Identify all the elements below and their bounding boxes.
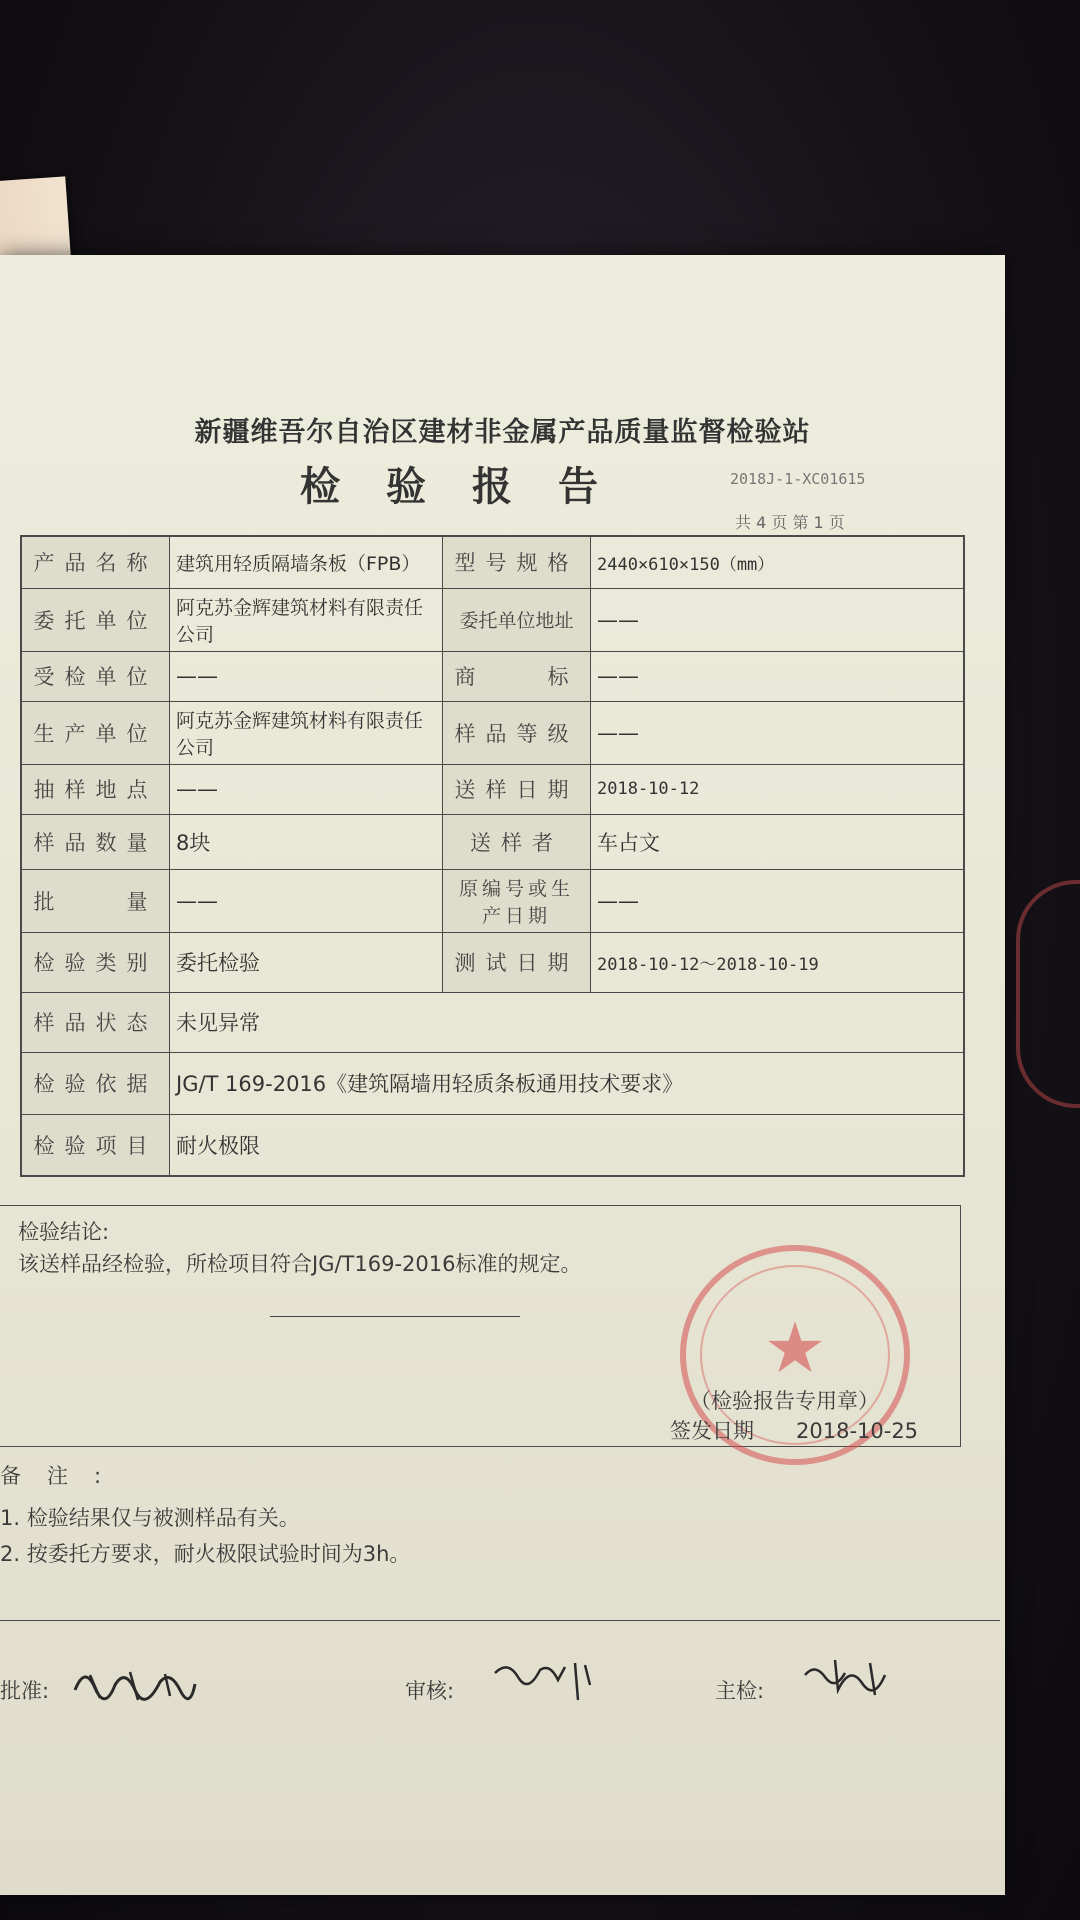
grade-label: 样品等级 <box>443 701 591 764</box>
item-value: 耐火极限 <box>170 1114 965 1176</box>
inspection-type-value: 委托检验 <box>170 932 443 992</box>
report-sheet <box>0 255 1005 1895</box>
inspected-unit-label: 受检单位 <box>21 651 170 701</box>
inspector-signature <box>800 1655 900 1700</box>
institution-name: 新疆维吾尔自治区建材非金属产品质量监督检验站 <box>194 417 811 448</box>
orig-no-value: —— <box>591 869 965 932</box>
inspected-unit-value: —— <box>170 651 443 701</box>
sample-state-value: 未见异常 <box>170 992 965 1052</box>
stamp-label: （检验报告专用章） <box>690 1389 879 1413</box>
info-table <box>20 535 965 1177</box>
inspection-type-label: 检验类别 <box>21 932 170 992</box>
sender-value: 车占文 <box>591 814 965 869</box>
send-date-value: 2018-10-12 <box>591 764 965 814</box>
trademark-label: 商 标 <box>443 651 591 701</box>
review-signature <box>490 1655 600 1705</box>
item-label: 检验项目 <box>21 1114 170 1176</box>
star-icon: ★ <box>763 1307 827 1389</box>
model-label: 型号规格 <box>443 536 591 588</box>
sender-label: 送样者 <box>443 814 591 869</box>
orig-no-label: 原编号或生产日期 <box>443 869 591 932</box>
producer-value: 阿克苏金辉建筑材料有限责任公司 <box>170 701 443 764</box>
remark-item-2: 2. 按委托方要求，耐火极限试验时间为3h。 <box>0 1542 411 1566</box>
batch-label: 批 量 <box>21 869 170 932</box>
report-title: 检验报告 <box>300 464 644 510</box>
sampling-place-value: —— <box>170 764 443 814</box>
product-name-label: 产品名称 <box>21 536 170 588</box>
review-label: 审核: <box>405 1679 455 1703</box>
client-value: 阿克苏金辉建筑材料有限责任公司 <box>170 588 443 651</box>
conclusion-label: 检验结论: <box>18 1220 110 1244</box>
remark-item-1: 1. 检验结果仅与被测样品有关。 <box>0 1506 300 1530</box>
page-count: 共 4 页 第 1 页 <box>735 513 845 532</box>
issue-date: 签发日期 2018-10-25 <box>670 1419 919 1443</box>
remarks-title: 备注: <box>0 1464 128 1488</box>
inspector-label: 主检: <box>715 1679 765 1703</box>
approve-label: 批准: <box>0 1679 50 1703</box>
model-value: 2440×610×150（mm） <box>591 536 965 588</box>
product-name-value: 建筑用轻质隔墙条板（FPB） <box>170 536 443 588</box>
conclusion-text: 该送样品经检验，所检项目符合JG/T169-2016标准的规定。 <box>18 1252 582 1276</box>
quantity-value: 8块 <box>170 814 443 869</box>
remarks-box <box>0 1450 1000 1621</box>
report-number: 2018J-1-XC01615 <box>730 470 866 488</box>
batch-value: —— <box>170 869 443 932</box>
quantity-label: 样品数量 <box>21 814 170 869</box>
client-addr-value: —— <box>591 588 965 651</box>
sampling-place-label: 抽样地点 <box>21 764 170 814</box>
sample-state-label: 样品状态 <box>21 992 170 1052</box>
basis-label: 检验依据 <box>21 1052 170 1114</box>
test-date-value: 2018-10-12～2018-10-19 <box>591 932 965 992</box>
signature-line <box>270 1316 520 1317</box>
test-date-label: 测试日期 <box>443 932 591 992</box>
approve-signature <box>70 1660 200 1705</box>
client-label: 委托单位 <box>21 588 170 651</box>
send-date-label: 送样日期 <box>443 764 591 814</box>
partial-seal <box>1016 880 1080 1108</box>
producer-label: 生产单位 <box>21 701 170 764</box>
basis-value: JG/T 169-2016《建筑隔墙用轻质条板通用技术要求》 <box>170 1052 965 1114</box>
trademark-value: —— <box>591 651 965 701</box>
grade-value: —— <box>591 701 965 764</box>
client-addr-label: 委托单位地址 <box>443 588 591 651</box>
